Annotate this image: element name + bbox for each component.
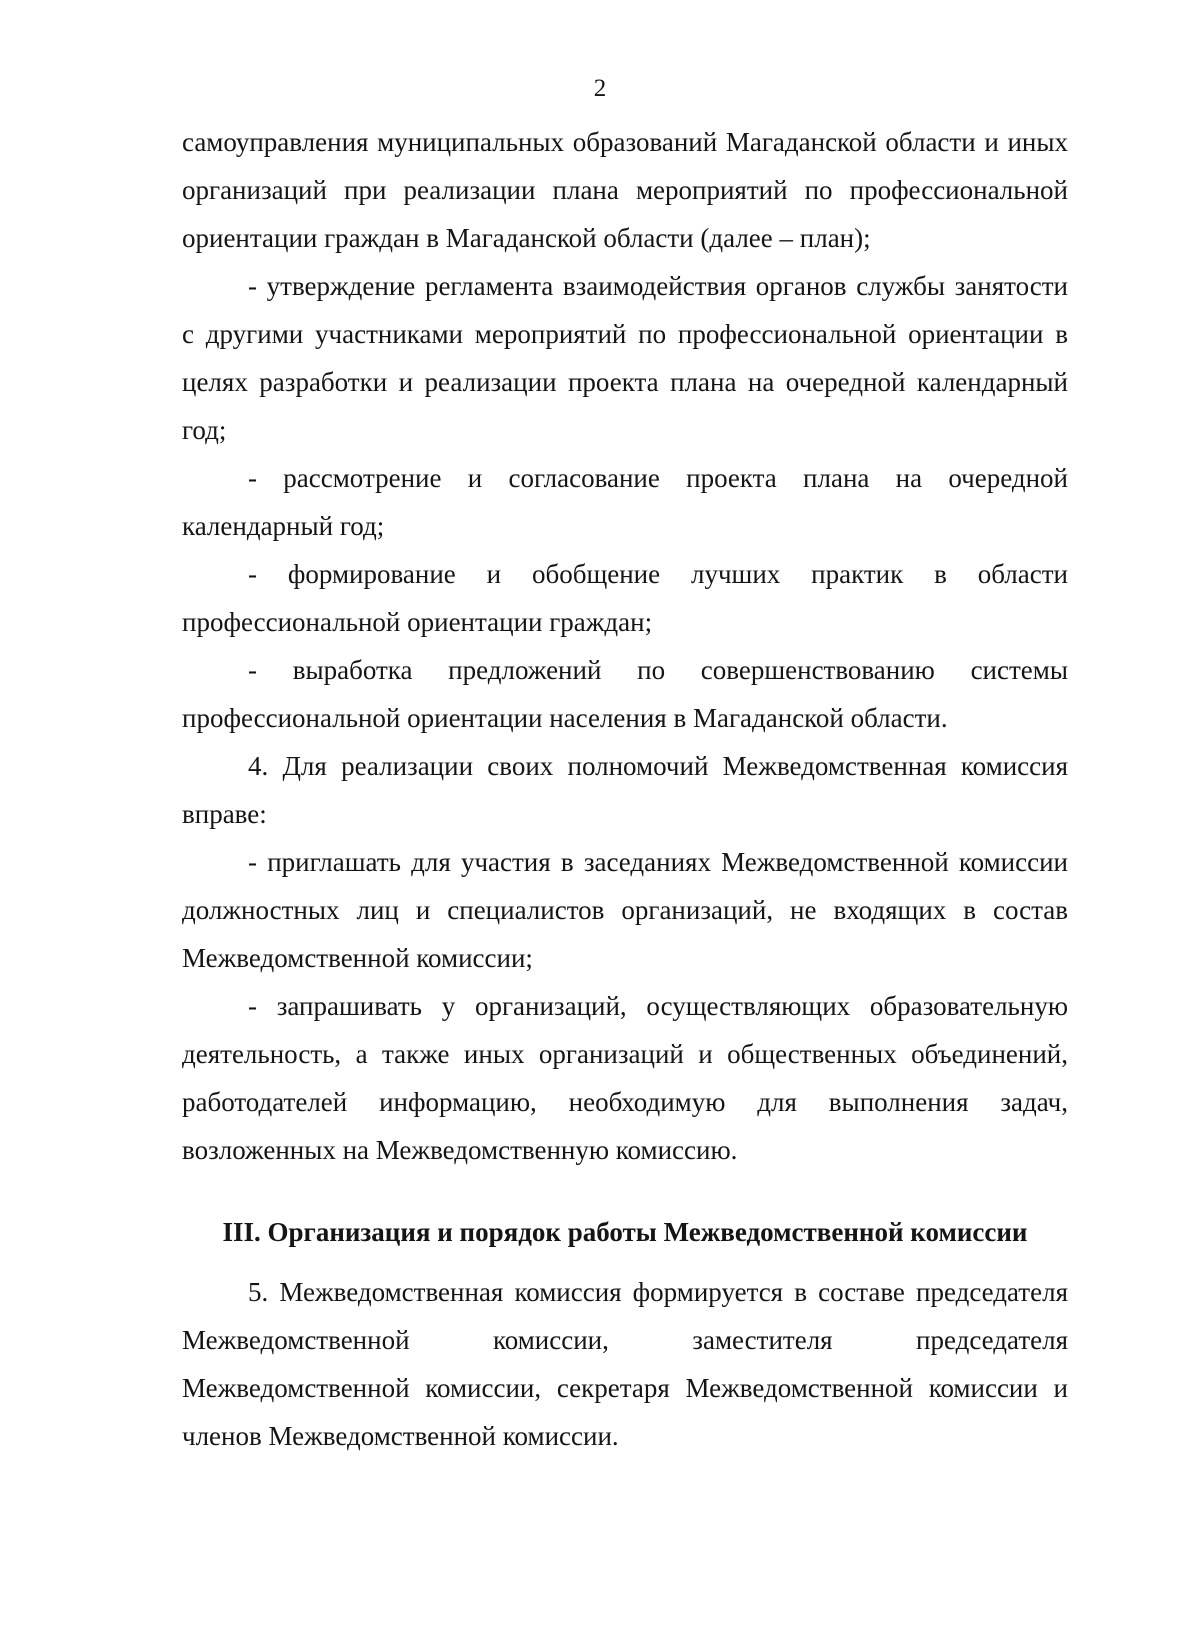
paragraph-continuation: самоуправления муниципальных образований Магаданской области и иных организаций при реализации плана мероприятий по профессиональной ориентации граждан в Магаданской области (далее – план); xyxy=(182,127,1068,253)
paragraph-item-4: 4. Для реализации своих полномочий Межведомственная комиссия вправе: xyxy=(182,751,1068,829)
paragraph-item-5: 5. Межведомственная комиссия формируется в составе председателя Межведомственной комиссии, заместителя председателя Межведомственной комиссии, секретаря Межведомственной комиссии и членов Межведомственной комиссии. xyxy=(182,1277,1068,1451)
page-number: 2 xyxy=(593,75,607,102)
list-item-request: - запрашивать у организаций, осуществляющих образовательную деятельность, а также иных организаций и общественных объединений, работодателей информацию, необходимую для выполнения задач, возложенных на Межведомственную комиссию. xyxy=(182,991,1068,1165)
list-item-best-practices: - формирование и обобщение лучших практик в области профессиональной ориентации граждан; xyxy=(182,559,1068,637)
paragraph-regulation-continued: с другими участниками мероприятий по профессиональной ориентации в целях разработки и реализации проекта плана на очередной календарный год; xyxy=(182,319,1068,445)
document-body xyxy=(182,118,1068,1460)
section-heading: III. Организация и порядок работы Межведомственной комиссии xyxy=(222,1217,1028,1247)
list-item-proposals: - выработка предложений по совершенствованию системы профессиональной ориентации населения в Магаданской области. xyxy=(182,655,1068,733)
list-item-invite: - приглашать для участия в заседаниях Межведомственной комиссии должностных лиц и специалистов организаций, не входящих в состав Межведомственной комиссии; xyxy=(182,847,1068,973)
list-item-plan-review: - рассмотрение и согласование проекта плана на очередной календарный год; xyxy=(182,463,1068,541)
list-item-regulation: - утверждение регламента взаимодействия органов службы занятости xyxy=(248,271,1068,301)
